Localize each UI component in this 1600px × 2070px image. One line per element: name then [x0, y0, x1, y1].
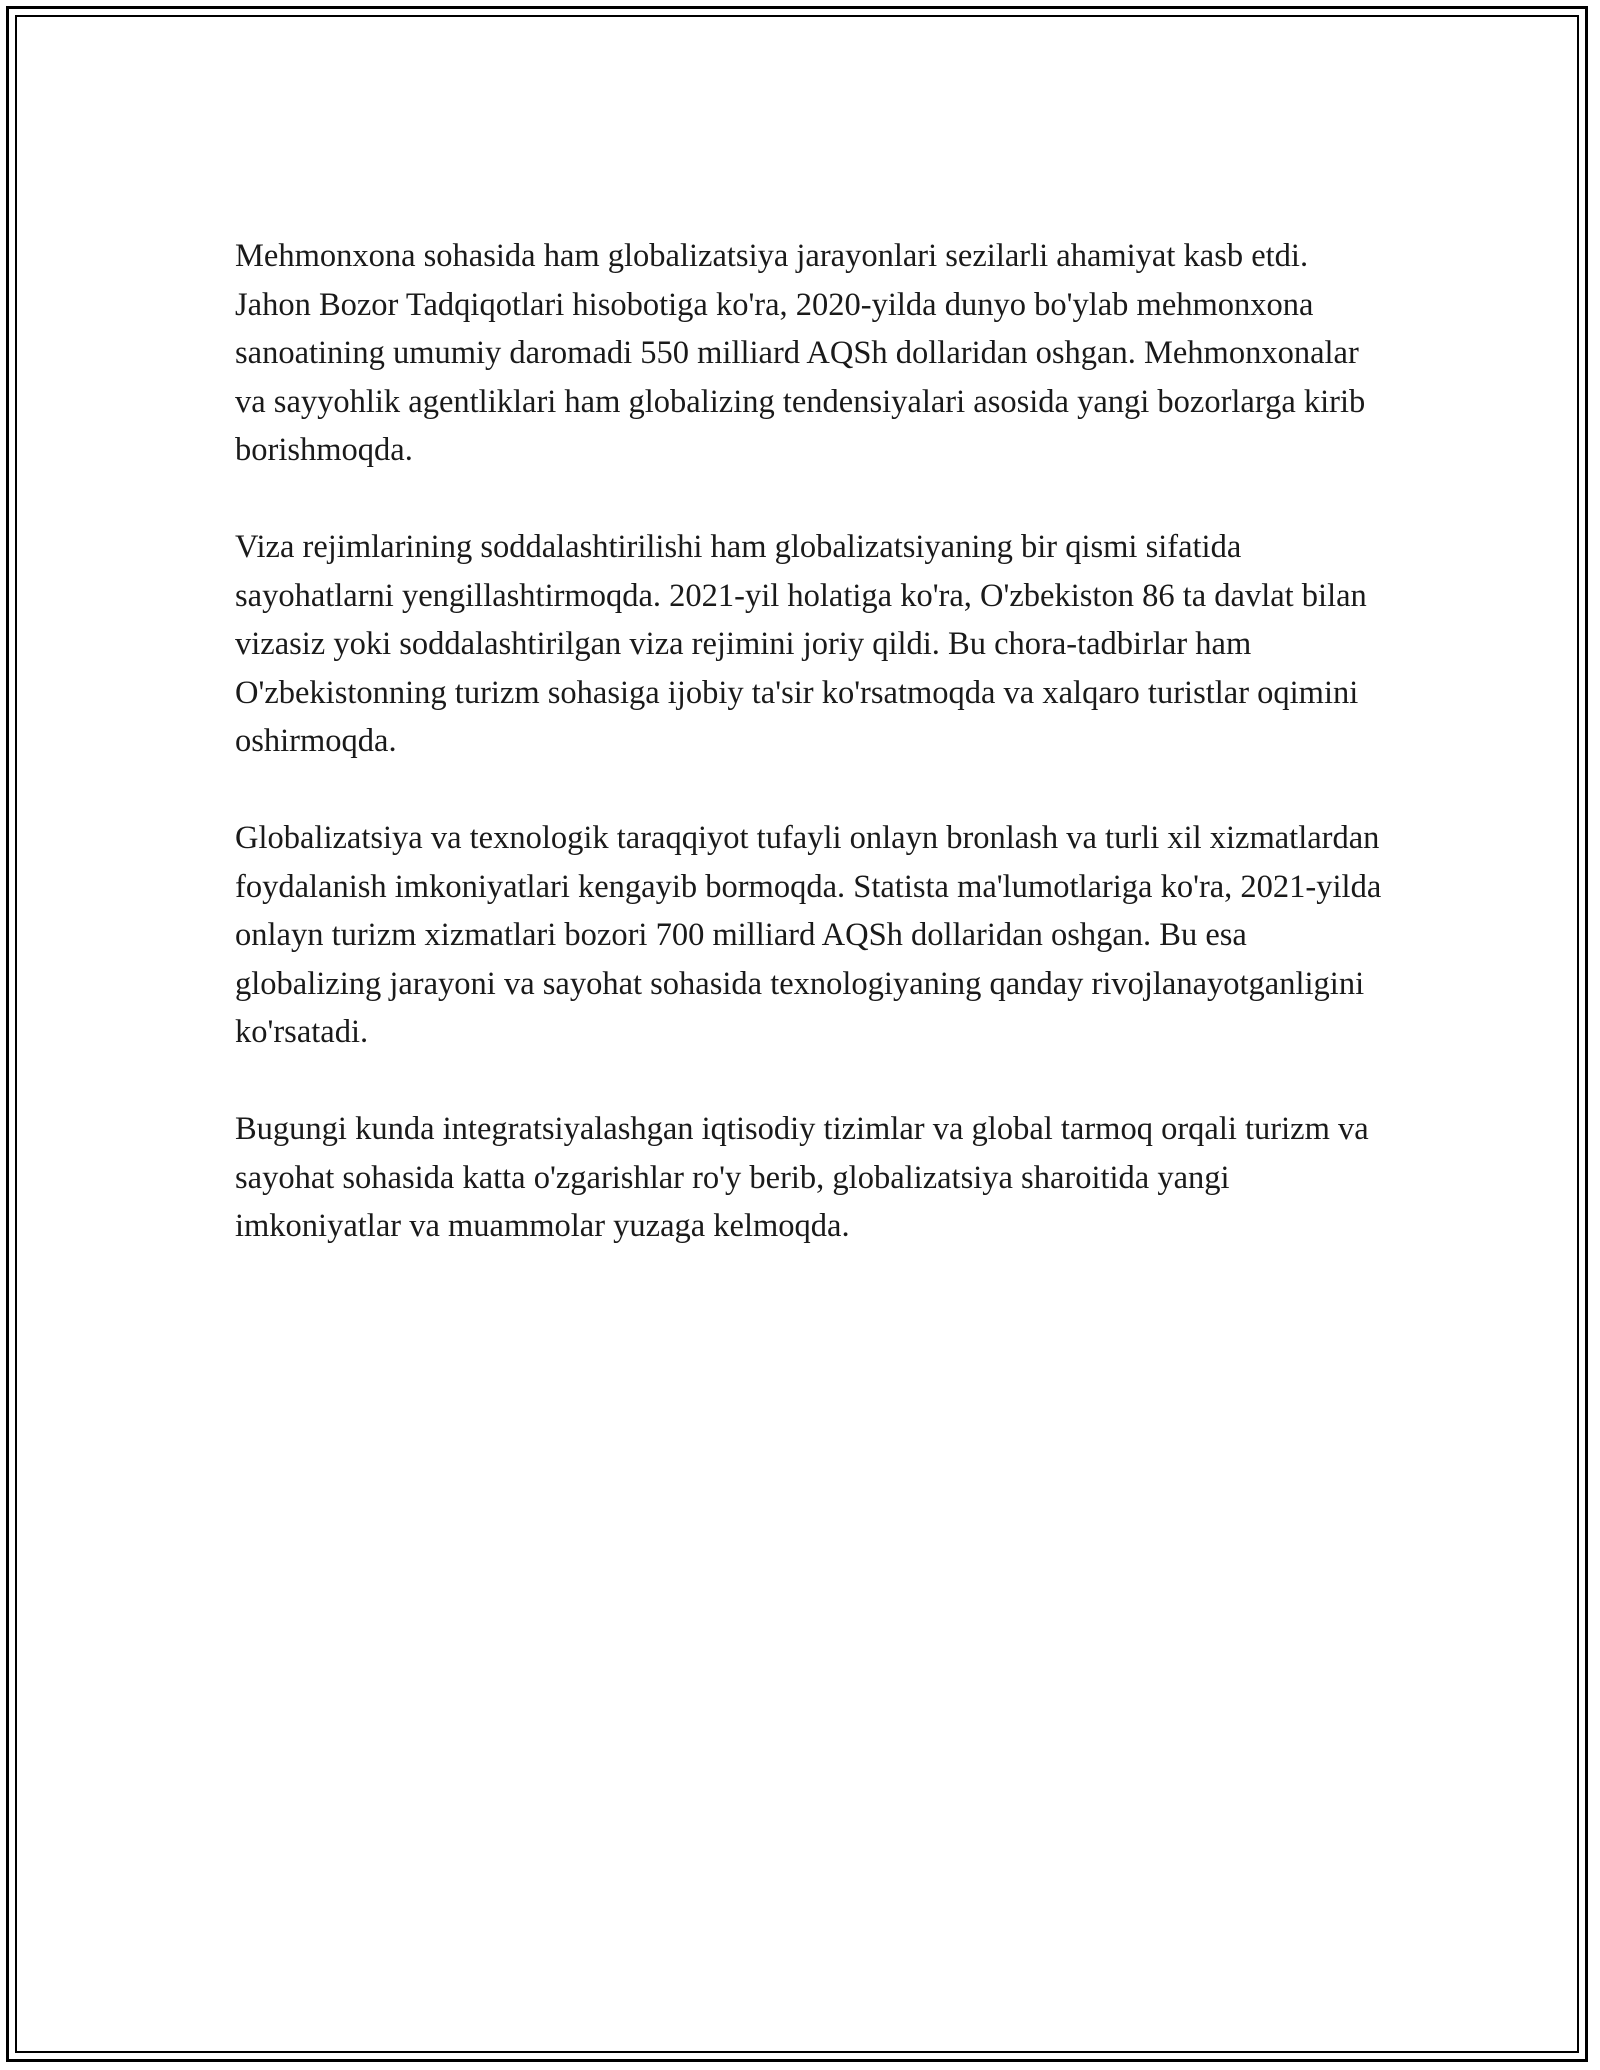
paragraph-online-booking: Globalizatsiya va texnologik taraqqiyot tufayli onlayn bronlash va turli xil xizmatlardan foydalanish imkoniyatlari kengayib bormoqda. Statista ma'lumotlariga ko'ra, 2021-yilda onlayn turizm xizmatlari bozori 700 milliard AQSh dollaridan oshgan. Bu esa globalizing jarayoni va sayohat sohasida texnologiyaning qanday rivojlanayotganligini ko'rsatadi. — [235, 820, 1382, 1050]
document-body — [235, 232, 1385, 1299]
paragraph-integrated-systems: Bugungi kunda integratsiyalashgan iqtisodiy tizimlar va global tarmoq orqali turizm va sayohat sohasida katta o'zgarishlar ro'y berib, globalizatsiya sharoitida yangi imkoniyatlar va muammolar yuzaga kelmoqda. — [235, 1111, 1369, 1244]
paragraph-visa-regimes: Viza rejimlarining soddalashtirilishi ham globalizatsiyaning bir qismi sifatida sayohatlarni yengillashtirmoqda. 2021-yil holatiga ko'ra, O'zbekiston 86 ta davlat bilan vizasiz yoki soddalashtirilgan viza rejimini joriy qildi. Bu chora-tadbirlar ham O'zbekistonning turizm sohasiga ijobiy ta'sir ko'rsatmoqda va xalqaro turistlar oqimini oshirmoqda. — [235, 529, 1367, 759]
paragraph-hotel-industry: Mehmonxona sohasida ham globalizatsiya jarayonlari sezilarli ahamiyat kasb etdi. Jahon Bozor Tadqiqotlari hisobotiga ko'ra, 2020-yilda dunyo bo'ylab mehmonxona sanoatining umumiy daromadi 550 milliard AQSh dollaridan oshgan. Mehmonxonalar va sayyohlik agentliklari ham globalizing tendensiyalari asosida yangi bozorlarga kirib borishmoqda. — [235, 238, 1366, 468]
